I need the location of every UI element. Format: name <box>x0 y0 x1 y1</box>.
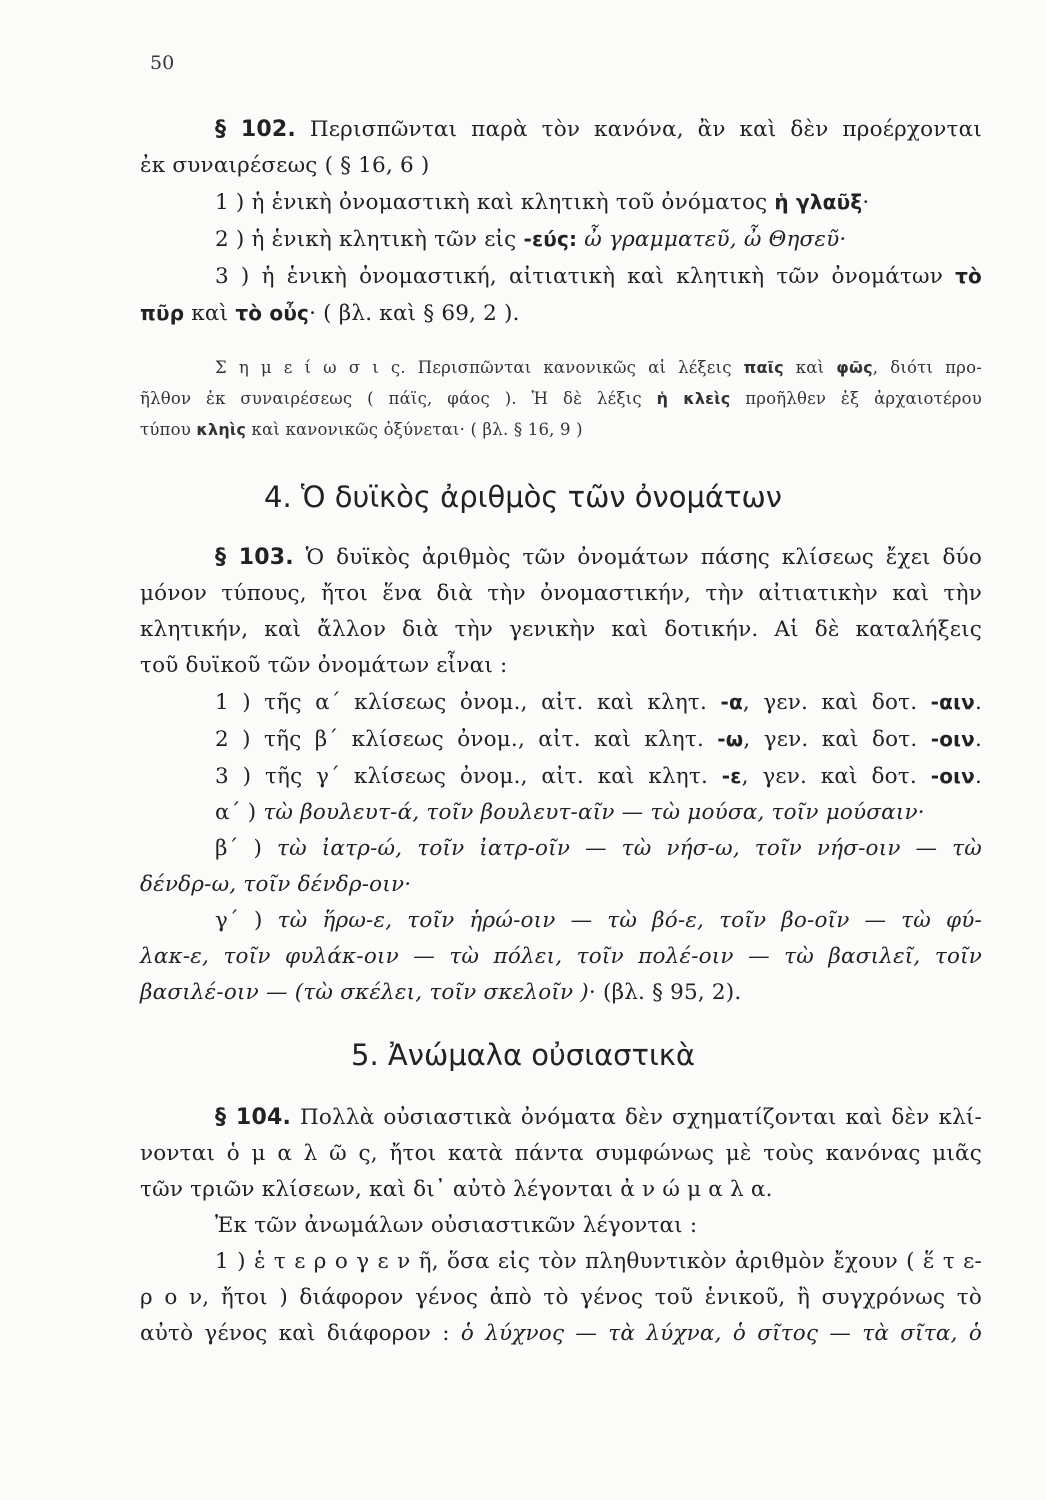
p103-line-9: β΄ ) τὼ ἰατρ-ώ, τοῖν ἰατρ-οῖν — τὼ νήσ-ω, τοῖν νήσ-οιν — τὼ <box>215 836 982 861</box>
p103-line-5: 1 ) τῆς α΄ κλίσεως ὀνομ., αἰτ. καὶ κλητ. -α, γεν. καὶ δοτ. -αιν. <box>215 690 982 715</box>
p102-line-4: 2 ) ἡ ἑνικὴ κλητικὴ τῶν εἰς -εύς: ὦ γραμματεῦ, ὦ Θησεῦ· <box>215 227 847 252</box>
p103-line-6: 2 ) τῆς β΄ κλίσεως ὀνομ., αἰτ. καὶ κλητ. -ω, γεν. καὶ δοτ. -οιν. <box>215 727 982 752</box>
note-block <box>140 352 982 445</box>
p103-line-11: γ΄ ) τὼ ἥρω-ε, τοῖν ἡρώ-οιν — τὼ βό-ε, τοῖν βο-οῖν — τὼ φύ- <box>215 908 982 933</box>
paragraph-104 <box>140 1100 982 1352</box>
p104-line-2: νονται ὁ μ α λ ῶ ς, ἤτοι κατὰ πάντα συμφώνως μὲ τοὺς κανόνας μιᾶς <box>140 1141 982 1166</box>
p103-line-10: δένδρ-ω, τοῖν δένδρ-οιν· <box>140 872 412 897</box>
note-line-1: Σ η μ ε ί ω σ ι ς. Περισπῶνται κανονικῶς αἱ λέξεις παῖς καὶ φῶς, διότι προ- <box>215 358 982 377</box>
note-line-3: τύπου κληὶς καὶ κανονικῶς ὀξύνεται· ( βλ. § 16, 9 ) <box>140 420 583 439</box>
p103-line-3: κλητικήν, καὶ ἄλλον διὰ τὴν γενικὴν καὶ δοτικήν. Αἱ δὲ καταλήξεις <box>140 617 982 642</box>
p104-line-5: 1 ) ἑ τ ε ρ ο γ ε ν ῆ, ὅσα εἰς τὸν πληθυντικὸν ἀριθμὸν ἔχουν ( ἕ τ ε- <box>215 1249 982 1274</box>
p104-line-3: τῶν τριῶν κλίσεων, καὶ δι᾽ αὐτὸ λέγονται ἀ ν ώ μ α λ α. <box>140 1177 773 1202</box>
p104-line-6: ρ ο ν, ἤτοι ) διάφορον γένος ἀπὸ τὸ γένος τοῦ ἑνικοῦ, ἢ συγχρόνως τὸ <box>140 1285 982 1310</box>
p103-line-2: μόνον τύπους, ἤτοι ἕνα διὰ τὴν ὀνομαστικήν, τὴν αἰτιατικὴν καὶ τὴν <box>140 581 982 606</box>
section-heading-5: 5. Ἀνώμαλα οὐσιαστικὰ <box>351 1038 695 1072</box>
p103-line-7: 3 ) τῆς γ΄ κλίσεως ὀνομ., αἰτ. καὶ κλητ. -ε, γεν. καὶ δοτ. -οιν. <box>215 764 982 789</box>
section-heading-4: 4. Ὁ δυϊκὸς ἀριθμὸς τῶν ὀνομάτων <box>264 480 782 514</box>
p104-line-4: Ἐκ τῶν ἀνωμάλων οὐσιαστικῶν λέγονται : <box>215 1213 698 1238</box>
p103-line-8: α΄ ) τὼ βουλευτ-ά, τοῖν βουλευτ-αῖν — τὼ μούσα, τοῖν μούσαιν· <box>215 800 925 825</box>
paragraph-102 <box>140 112 982 332</box>
p103-line-12: λακ-ε, τοῖν φυλάκ-οιν — τὼ πόλει, τοῖν πολέ-οιν — τὼ βασιλεῖ, τοῖν <box>140 944 982 969</box>
p102-line-2: ἐκ συναιρέσεως ( § 16, 6 ) <box>140 153 430 178</box>
p102-line-6: πῦρ καὶ τὸ οὖς· ( βλ. καὶ § 69, 2 ). <box>140 301 520 326</box>
p103-line-1: § 103. Ὁ δυϊκὸς ἀριθμὸς τῶν ὀνομάτων πάσης κλίσεως ἔχει δύο <box>215 545 983 570</box>
paragraph-103 <box>140 540 982 1011</box>
page-number: 50 <box>150 52 175 74</box>
note-line-2: ῆλθον ἐκ συναιρέσεως ( πάϊς, φάος ). Ἡ δὲ λέξις ἡ κλεὶς προῆλθεν ἐξ ἀρχαιοτέρου <box>140 389 982 408</box>
p102-line-1: § 102. Περισπῶνται παρὰ τὸν κανόνα, ἂν καὶ δὲν προέρχονται <box>215 117 983 142</box>
p103-line-4: τοῦ δυϊκοῦ τῶν ὀνομάτων εἶναι : <box>140 653 508 678</box>
p102-line-3: 1 ) ἡ ἑνικὴ ὀνομαστικὴ καὶ κλητικὴ τοῦ ὀνόματος ἡ γλαῦξ· <box>215 190 870 215</box>
p102-line-5: 3 ) ἡ ἑνικὴ ὀνομαστική, αἰτιατικὴ καὶ κλητικὴ τῶν ὀνομάτων τὸ <box>215 264 982 289</box>
p104-line-1: § 104. Πολλὰ οὐσιαστικὰ ὀνόματα δὲν σχηματίζονται καὶ δὲν κλί- <box>215 1105 983 1130</box>
p104-line-7: αὐτὸ γένος καὶ διάφορον : ὁ λύχνος — τὰ λύχνα, ὁ σῖτος — τὰ σῖτα, ὁ <box>140 1321 982 1346</box>
p103-line-13: βασιλέ-οιν — (τὼ σκέλει, τοῖν σκελοῖν )· (βλ. § 95, 2). <box>140 980 742 1005</box>
